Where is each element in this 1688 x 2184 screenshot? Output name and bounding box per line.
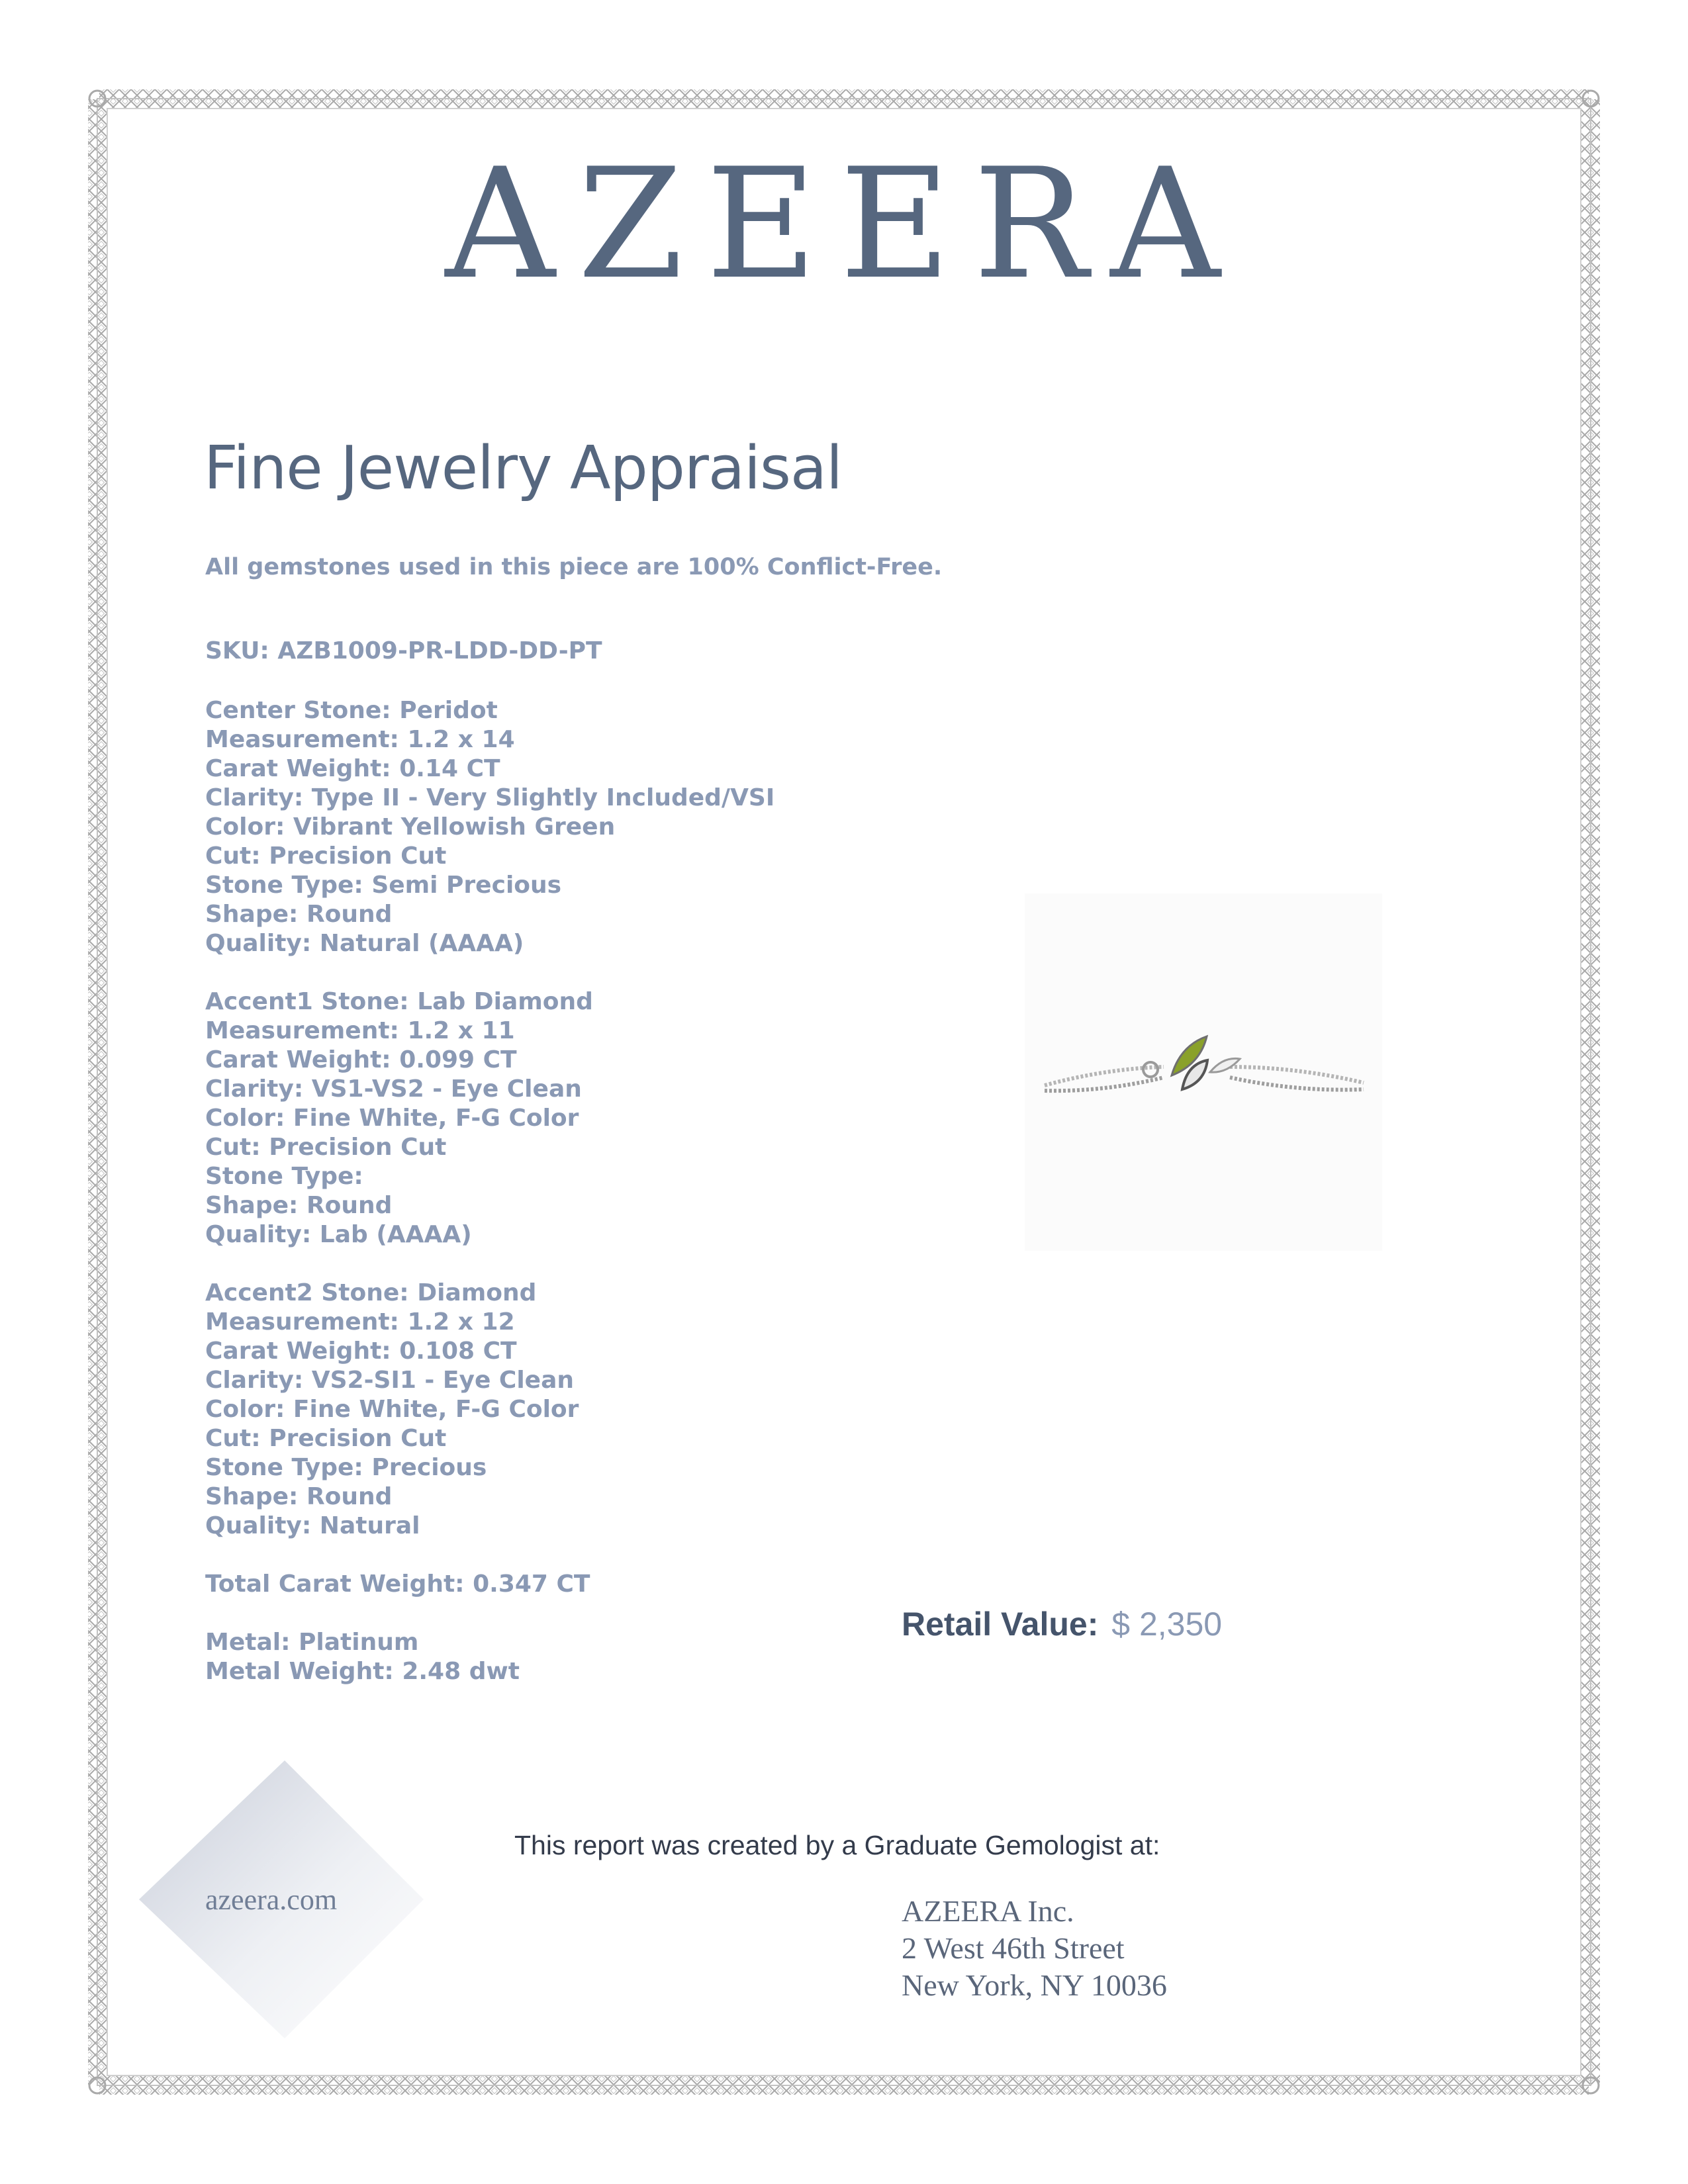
page-title: Fine Jewelry Appraisal (204, 433, 843, 503)
brand-logo: AZEERA (445, 136, 1243, 313)
retail-value-label: Retail Value: (902, 1606, 1099, 1643)
detail-line: Cut: Precision Cut (205, 1425, 447, 1452)
sku-line: SKU: AZB1009-PR-LDD-DD-PT (205, 637, 602, 664)
detail-line: Shape: Round (205, 1192, 393, 1219)
detail-line: Quality: Natural (205, 1512, 420, 1539)
metal-details (205, 1628, 520, 1686)
retail-value-amount: $ 2,350 (1111, 1606, 1223, 1643)
detail-line: Stone Type: Precious (205, 1454, 487, 1481)
detail-line: Quality: Natural (AAAA) (205, 930, 524, 957)
detail-line: Stone Type: (205, 1163, 363, 1190)
detail-line: Shape: Round (205, 901, 393, 928)
detail-line: Color: Fine White, F-G Color (205, 1396, 579, 1423)
website-link[interactable]: azeera.com (205, 1884, 338, 1916)
retail-value (902, 1605, 1222, 1643)
detail-line: Measurement: 1.2 x 14 (205, 726, 515, 753)
detail-line: Clarity: Type II - Very Slightly Included/VSI (205, 784, 775, 811)
detail-line: Center Stone: Peridot (205, 697, 498, 724)
detail-line: Color: Fine White, F-G Color (205, 1105, 579, 1132)
detail-line: Cut: Precision Cut (205, 842, 447, 870)
detail-line: Color: Vibrant Yellowish Green (205, 813, 616, 841)
detail-line: Carat Weight: 0.108 CT (205, 1338, 517, 1365)
address-line: 2 West 46th Street (902, 1931, 1125, 1965)
detail-line: Total Carat Weight: 0.347 CT (205, 1570, 590, 1598)
detail-line: Cut: Precision Cut (205, 1134, 447, 1161)
detail-line: Measurement: 1.2 x 11 (205, 1017, 515, 1044)
total-carat-weight (205, 1570, 590, 1599)
detail-line: Clarity: VS1-VS2 - Eye Clean (205, 1075, 582, 1103)
detail-line: Metal Weight: 2.48 dwt (205, 1658, 520, 1685)
address-line: AZEERA Inc. (902, 1894, 1074, 1928)
detail-line: Accent1 Stone: Lab Diamond (205, 988, 593, 1015)
detail-line: Shape: Round (205, 1483, 393, 1510)
detail-line: Carat Weight: 0.099 CT (205, 1046, 517, 1073)
company-address (902, 1893, 1167, 2004)
conflict-free-note: All gemstones used in this piece are 100% Conflict-Free. (205, 554, 943, 580)
detail-line: Quality: Lab (AAAA) (205, 1221, 472, 1248)
report-note: This report was created by a Graduate Gemologist at: (514, 1830, 1160, 1860)
address-line: New York, NY 10036 (902, 1968, 1167, 2002)
detail-line: Measurement: 1.2 x 12 (205, 1308, 515, 1336)
detail-line: Accent2 Stone: Diamond (205, 1279, 537, 1306)
accent1-stone-details (205, 987, 593, 1250)
accent2-stone-details (205, 1279, 579, 1541)
center-stone-details (205, 696, 774, 958)
detail-line: Metal: Platinum (205, 1629, 419, 1656)
detail-line: Stone Type: Semi Precious (205, 872, 562, 899)
detail-line: Clarity: VS2-SI1 - Eye Clean (205, 1367, 575, 1394)
detail-line: Carat Weight: 0.14 CT (205, 755, 500, 782)
bracelet-photo (1025, 893, 1382, 1251)
